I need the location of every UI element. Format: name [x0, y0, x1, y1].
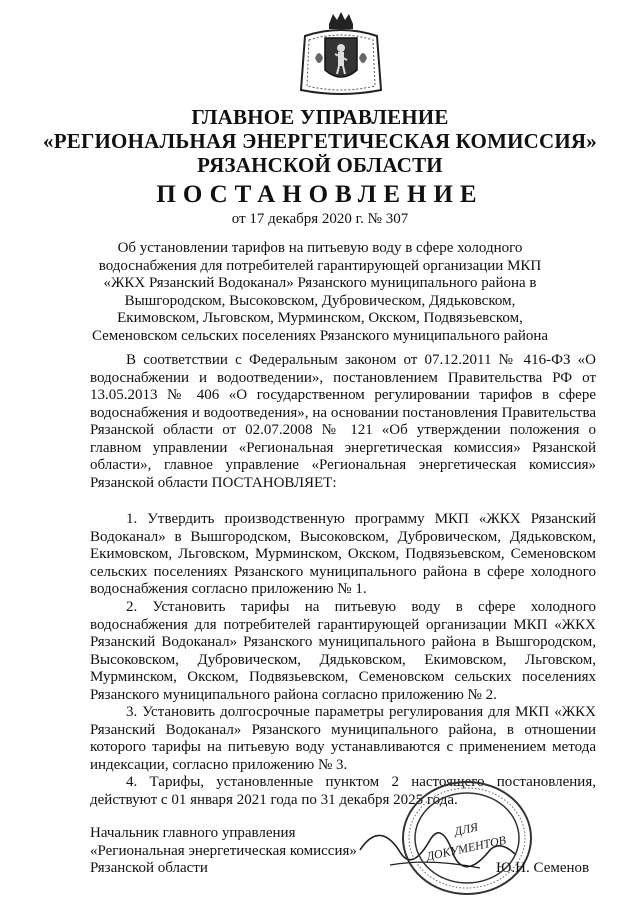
document-date: от 17 декабря 2020 г. № 307 — [231, 211, 409, 227]
item-1: 1. Утвердить производственную программу МКП «ЖКХ Рязанский Водоканал» в Вышгородском, Высоковском, Дубровическом, Дядьковском, Екимовском, Льговском, Мурминском, Окском, Подвязьевском, Семеновском сельских поселениях Рязанского муниципального района в сфере холодного водоснабжения согласно приложению № 1. — [90, 511, 596, 597]
signatory-line-2: «Региональная энергетическая комиссия» — [90, 842, 357, 859]
signatory-line-1: Начальник главного управления — [90, 825, 296, 841]
signatory-block — [90, 825, 390, 878]
item-4: 4. Тарифы, установленные пунктом 2 настоящего постановления, действуют с 01 января 2021 года по 31 декабря 2025 года. — [90, 774, 596, 808]
document-title: ПОСТАНОВЛЕНИЕ — [156, 181, 484, 208]
header-line-3: РЯЗАНСКОЙ ОБЛАСТИ — [197, 153, 443, 177]
header-line-2: «РЕГИОНАЛЬНАЯ ЭНЕРГЕТИЧЕСКАЯ КОМИССИЯ» — [43, 129, 597, 153]
signatory-name: Ю.Н. Семенов — [496, 860, 590, 876]
signatory-line-3: Рязанской области — [90, 860, 208, 876]
round-stamp-icon — [398, 778, 536, 898]
item-2: 2. Установить тарифы на питьевую воду в сфере холодного водоснабжения для потребителей гарантирующей организации МКП «ЖКХ Рязанский Водоканал» Рязанского муниципального района в Вышгородском, Высоковском, Дубровическом, Дядьковском, Екимовском, Льговском, Мурминском, Окском, Подвязьевском, Семеновском сельских поселениях Рязанского муниципального района согласно приложению № 2. — [90, 599, 596, 703]
preamble: В соответствии с Федеральным законом от 07.12.2011 № 416-ФЗ «О водоснабжении и водоотведении», постановлением Правительства РФ от 13.05.2013 № 406 «О государственном регулировании тарифов в сфере водоснабжения и водоотведения», на основании постановления Правительства Рязанской области от 02.07.2008 № 121 «Об утверждении положения о главном управлении «Региональная энергетическая комиссия» Рязанской области», главное управление «Региональная энергетическая комиссия» Рязанской области ПОСТАНОВЛЯЕТ: — [90, 352, 596, 491]
header-line-1: ГЛАВНОЕ УПРАВЛЕНИЕ — [191, 105, 449, 129]
item-3: 3. Установить долгосрочные параметры регулирования для МКП «ЖКХ Рязанский Водоканал» Рязанского муниципального района, в отношении которого тарифы на питьевую воду устанавливаются с применением метода индексации, согласно приложению № 3. — [90, 704, 596, 773]
stamp-line-2: ДОКУМЕНТОВ — [425, 832, 508, 864]
stamp-line-1: ДЛЯ — [453, 819, 480, 839]
document-subject: Об установлении тарифов на питьевую воду в сфере холодного водоснабжения для потребителей гарантирующей организации МКП «ЖКХ Рязанский Водоканал» Рязанского муниципального района в Вышгородском, Высоковском, Дубровическом, Дядьковском, Екимовском, Льговском, Мурминском, Окском, Подвязьевском, Семеновском сельских поселениях Рязанского муниципального района — [91, 240, 549, 344]
coat-of-arms-icon — [295, 8, 387, 100]
